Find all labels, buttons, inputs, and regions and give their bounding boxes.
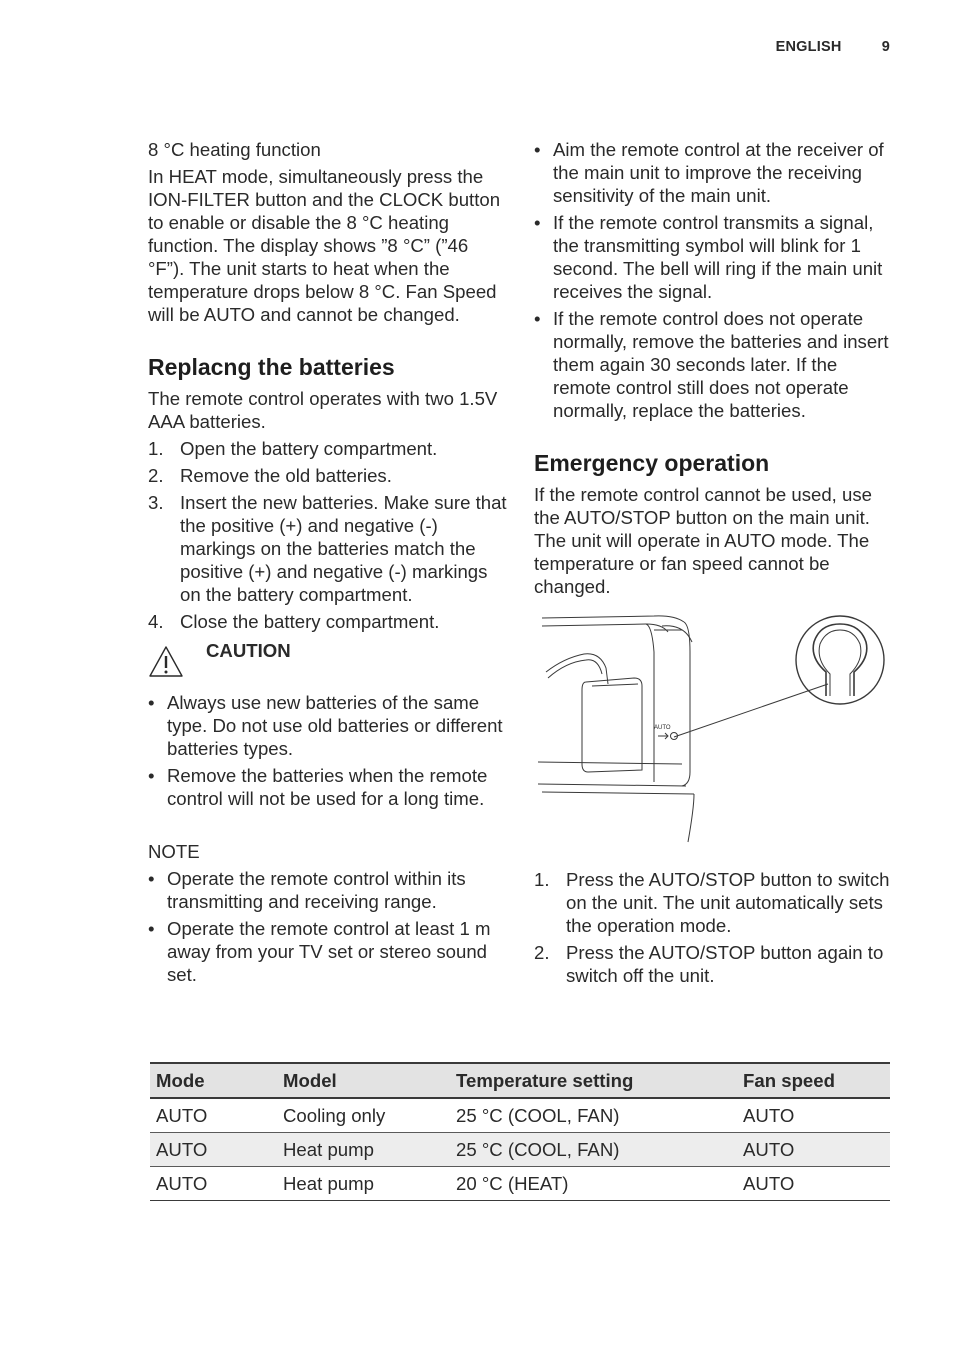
step-number: 3. (148, 492, 164, 513)
caution-text: Remove the batteries when the remote control will not be used for a long time. (167, 765, 488, 809)
emergency-heading: Emergency operation (534, 450, 770, 476)
step-number: 2. (148, 465, 164, 486)
heating-function-body: In HEAT mode, simultaneously press the ION-FILTER button and the CLOCK button to enable or disable the 8 °C heating function. The display shows ”8 °C” (”46 °F”). The unit starts to heat when the temperature drops below 8 °C. Fan Speed will be AUTO and cannot be changed. (148, 166, 501, 325)
auto-mode-table (150, 1062, 890, 1201)
list-item: • Remove the batteries when the remote control will not be used for a long time. (148, 765, 488, 809)
step-number: 1. (148, 438, 164, 459)
list-item: • Aim the remote control at the receiver of the main unit to improve the receiving sensitivity of the main unit. (534, 139, 884, 206)
list-item: • Operate the remote control at least 1 m away from your TV set or stereo sound set. (148, 918, 491, 985)
table-cell: AUTO (737, 1133, 890, 1167)
list-item: • If the remote control transmits a signal, the transmitting symbol will blink for 1 second. The bell will ring if the main unit receives the signal. (534, 212, 883, 302)
table-row (150, 1167, 890, 1201)
list-item (148, 610, 508, 633)
tip-text: Aim the remote control at the receiver of the main unit to improve the receiving sensitivity of the main unit. (553, 139, 884, 206)
emergency-steps-list (534, 868, 894, 987)
note-label: NOTE (148, 841, 200, 862)
page-number: 9 (881, 39, 890, 55)
column-header: Model (277, 1063, 450, 1098)
tip-text: If the remote control does not operate normally, remove the batteries and insert them again 30 seconds later. If the remote control still does not operate normally, replace the batteries. (553, 308, 889, 421)
step-text: Press the AUTO/STOP button again to switch off the unit. (566, 942, 884, 986)
note-text: Operate the remote control within its transmitting and receiving range. (167, 868, 466, 912)
table-cell: 25 °C (COOL, FAN) (450, 1098, 737, 1133)
table-cell: AUTO (150, 1133, 277, 1167)
auto-label: AUTO (654, 725, 671, 731)
step-text: Insert the new batteries. Make sure that the positive (+) and negative (-) markings on the batteries match the positive (+) and negative (-) markings on the battery compartment. (180, 492, 507, 605)
table-row (150, 1133, 890, 1167)
tip-text: If the remote control transmits a signal, the transmitting symbol will blink for 1 second. The bell will ring if the main unit receives the signal. (553, 212, 883, 302)
table-cell: AUTO (150, 1098, 277, 1133)
warning-triangle-icon (148, 645, 184, 678)
language-label: ENGLISH (775, 39, 842, 55)
step-text: Open the battery compartment. (180, 438, 438, 459)
caution-block (148, 639, 508, 683)
column-header: Mode (150, 1063, 277, 1098)
auto-stop-button-diagram (534, 612, 894, 848)
list-item (148, 491, 508, 606)
note-list (148, 867, 508, 986)
list-item (148, 464, 508, 487)
table-cell: AUTO (150, 1167, 277, 1201)
caution-list (148, 691, 508, 810)
step-text: Remove the old batteries. (180, 465, 392, 486)
table-cell: Heat pump (277, 1133, 450, 1167)
batteries-intro: The remote control operates with two 1.5V AAA batteries. (148, 388, 498, 432)
caution-label: CAUTION (206, 640, 291, 661)
step-text: Close the battery compartment. (180, 611, 440, 632)
table-cell: AUTO (737, 1167, 890, 1201)
note-text: Operate the remote control at least 1 m away from your TV set or stereo sound set. (167, 918, 491, 985)
table-cell: 25 °C (COOL, FAN) (450, 1133, 737, 1167)
column-header: Fan speed (737, 1063, 890, 1098)
step-number: 1. (534, 869, 550, 890)
indoor-unit-illustration (534, 612, 894, 848)
table-cell: 20 °C (HEAT) (450, 1167, 737, 1201)
table-header-row (150, 1063, 890, 1098)
batteries-heading: Replacng the batteries (148, 354, 395, 380)
column-header: Temperature setting (450, 1063, 737, 1098)
left-column (148, 138, 508, 990)
list-item: • Always use new batteries of the same type. Do not use old batteries or different batteries types. (148, 692, 503, 759)
battery-steps-list (148, 437, 508, 633)
table-cell: Cooling only (277, 1098, 450, 1133)
table-cell: AUTO (737, 1098, 890, 1133)
page-header (776, 36, 890, 59)
step-number: 4. (148, 611, 164, 632)
table-row (150, 1098, 890, 1133)
caution-text: Always use new batteries of the same type. Do not use old batteries or different batteries types. (167, 692, 503, 759)
list-item (534, 868, 894, 937)
step-text: Press the AUTO/STOP button to switch on the unit. The unit automatically sets the operation mode. (566, 869, 890, 936)
right-column (534, 138, 894, 991)
remote-tips-list (534, 138, 894, 422)
list-item (534, 941, 894, 987)
table-cell: Heat pump (277, 1167, 450, 1201)
emergency-body: If the remote control cannot be used, use the AUTO/STOP button on the main unit. The unit will operate in AUTO mode. The temperature or fan speed cannot be changed. (534, 484, 872, 597)
list-item: • Operate the remote control within its transmitting and receiving range. (148, 868, 466, 912)
list-item: • If the remote control does not operate normally, remove the batteries and insert them again 30 seconds later. If the remote control still does not operate normally, replace the batteries. (534, 308, 889, 421)
step-number: 2. (534, 942, 550, 963)
heating-function-title: 8 °C heating function (148, 139, 321, 160)
list-item (148, 437, 508, 460)
